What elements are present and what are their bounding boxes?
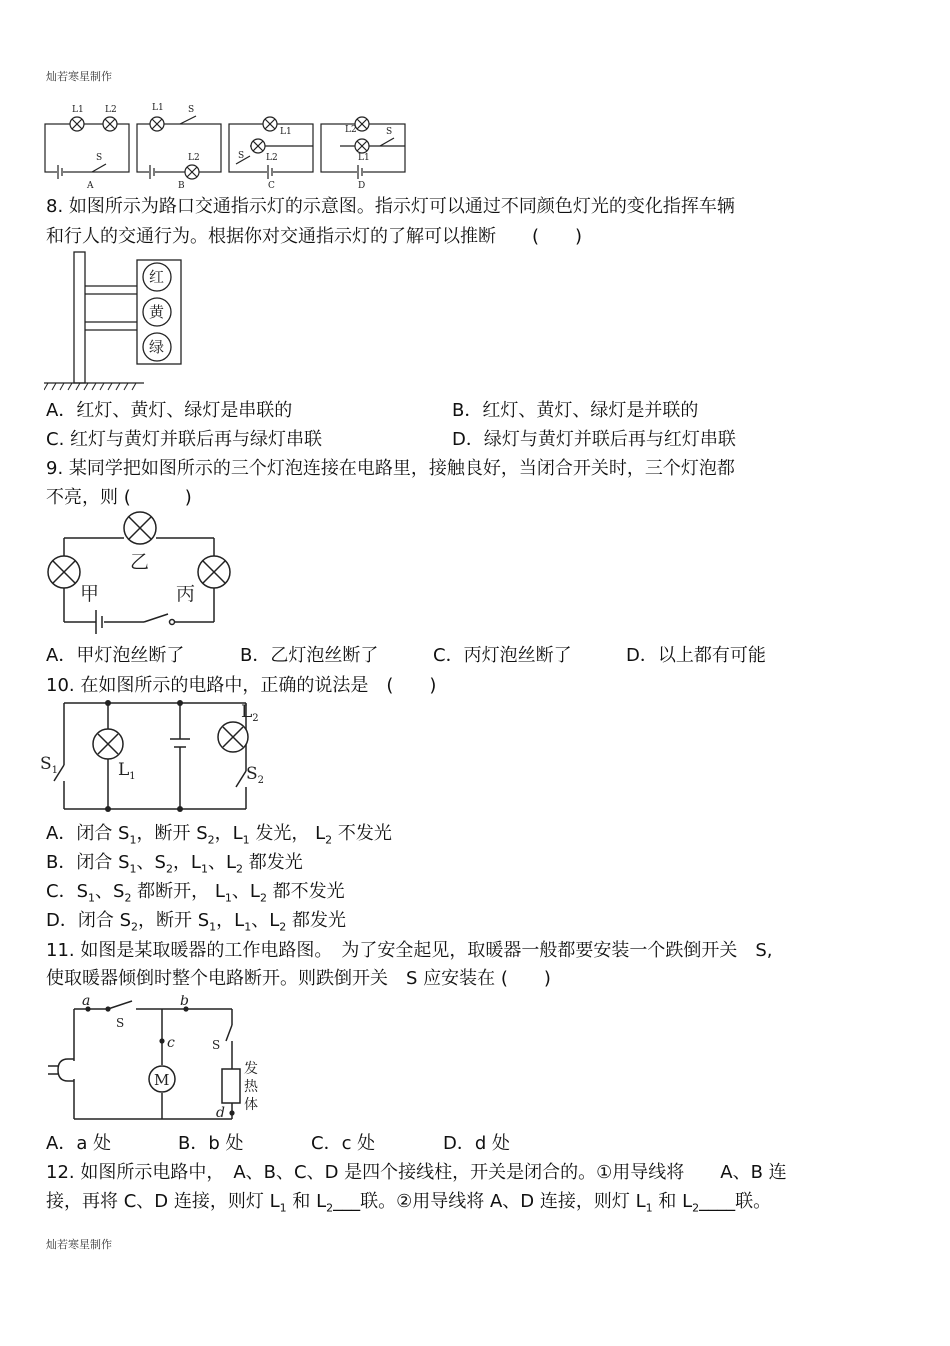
q11-fig-heater-1: 发 [244,1061,258,1077]
q10-d-t5: 都发光 [286,910,346,931]
fig7-label-b: B [178,181,185,191]
q11-heater-circuit-figure [40,995,280,1127]
q10-d-sub4: 2 [279,920,287,934]
q11-fig-heater-3: 体 [244,1097,258,1113]
q10-b-t2: 、S [136,852,166,873]
q10-c-t5: 都不发光 [266,881,345,902]
q10-a-t1: A．闭合 S [46,823,130,844]
fig7-b-l1: L1 [152,103,164,113]
q9-option-a: A．甲灯泡丝断了 [46,645,185,666]
q10-fig-s2: S [246,764,258,784]
q10-d-t2: ，断开 S [138,910,210,931]
q10-d-t4: 、L [251,910,280,931]
q10-d-sub2: 1 [209,920,217,934]
q11-stem-line1: 11. 如图是某取暖器的工作电路图。 为了安全起见，取暖器一般都要安装一个跌倒开关 S, [46,940,773,961]
q8-option-d: D．绿灯与黄灯并联后再与红灯串联 [452,429,736,450]
q8-stem-line1: 8. 如图所示为路口交通指示灯的示意图。指示灯可以通过不同颜色灯光的变化指挥车辆 [46,196,735,217]
q12-stem-line2 [46,1190,771,1221]
q10-d-sub1: 2 [131,920,139,934]
q10-fig-s1-sub: 1 [51,765,59,776]
fig7-b-s: S [188,105,195,115]
svg-text:S1 [40,754,58,776]
q8-option-a: A．红灯、黄灯、绿灯是串联的 [46,400,293,421]
q10-a-t5: 不发光 [332,823,392,844]
fig7-c-l2: L2 [266,153,278,163]
q10-c-sub2: 2 [124,891,132,905]
fig7-a-l1: L1 [72,105,84,115]
fig7-d-l1: L1 [358,153,370,163]
q10-a-t3: ，L [214,823,243,844]
q9-bulb-bing: 丙 [176,583,196,605]
q10-c-t4: 、L [231,881,260,902]
q11-fig-s1: S [116,1016,125,1030]
q10-b-t5: 都发光 [243,852,303,873]
fig7-b-l2: L2 [188,153,200,163]
svg-text:L2 [241,702,259,724]
q11-option-b: B．b 处 [178,1133,244,1154]
q9-option-d: D．以上都有可能 [626,645,766,666]
q10-option-c [46,880,345,911]
fig7-d-l2: L2 [345,125,357,135]
header-top: 灿若寒星制作 [46,70,112,83]
q10-b-t3: ，L [172,852,201,873]
q9-option-b: B．乙灯泡丝断了 [240,645,379,666]
fig7-c-s: S [238,151,245,161]
q10-fig-l1-sub: 1 [129,771,136,782]
q9-bulb-jia: 甲 [80,583,100,605]
q11-fig-a: a [82,995,91,1009]
q8-light-red: 红 [149,268,165,286]
q10-c-t1: C．S [46,881,88,902]
q9-bulbs-figure [40,510,240,640]
q10-b-t4: 、L [207,852,236,873]
q11-fig-heater-2: 热 [244,1079,258,1095]
q10-fig-s2-sub: 2 [257,775,265,786]
q11-fig-c: c [167,1035,175,1051]
q10-a-t4: 发光， L [249,823,326,844]
q12-l2-t4: 和 L [652,1191,693,1212]
q11-fig-b: b [180,995,189,1009]
q11-fig-s2: S [212,1038,221,1052]
fig7-label-a: A [87,181,94,191]
q10-stem: 10. 在如图所示的电路中，正确的说法是 ( ) [46,675,437,696]
q10-fig-l2-sub: 2 [252,713,259,724]
q10-d-t3: ，L [216,910,245,931]
q9-stem-line2: 不亮，则 ( ) [46,487,192,508]
q10-d-sub3: 1 [244,920,252,934]
q10-a-sub2: 2 [207,833,215,847]
q10-fig-l1: L [118,760,130,780]
q11-option-a: A．a 处 [46,1133,112,1154]
q8-light-green: 绿 [149,338,165,356]
q9-option-c: C．丙灯泡丝断了 [433,645,572,666]
q12-l2-t2: 和 L [286,1191,327,1212]
q8-light-yellow: 黄 [149,303,165,321]
q10-option-b [46,851,303,882]
q12-l2-t3: ___联。②用导线将 A、D 连接，则灯 L [333,1191,646,1212]
fig7-d-s: S [386,127,393,137]
fig7-label-c: C [268,181,275,191]
q11-option-d: D．d 处 [443,1133,511,1154]
q10-b-t1: B．闭合 S [46,852,130,873]
q10-a-sub3: 1 [242,833,250,847]
q12-l2-t5: ____联。 [699,1191,772,1212]
q10-b-sub2: 2 [165,862,173,876]
q10-c-t2: 、S [95,881,125,902]
svg-text:S2 [246,764,264,786]
q8-traffic-light-figure [44,250,194,395]
q10-d-t1: D．闭合 S [46,910,132,931]
q12-l2-sub4: 2 [692,1201,700,1215]
svg-text:L1 [118,760,136,782]
q10-option-a [46,822,392,853]
q8-option-b: B．红灯、黄灯、绿灯是并联的 [452,400,699,421]
q10-circuit-figure [36,695,276,815]
q10-c-sub4: 2 [259,891,267,905]
q8-stem-line2: 和行人的交通行为。根据你对交通指示灯的了解可以推断 ( ) [46,226,583,247]
q10-fig-s1: S [40,754,52,774]
fig7-a-l2: L2 [105,105,117,115]
q9-bulb-yi: 乙 [130,551,150,573]
q8-option-c: C. 红灯与黄灯并联后再与绿灯串联 [46,429,323,450]
q11-fig-d: d [216,1105,225,1121]
q10-fig-l2: L [241,702,253,722]
q10-a-sub4: 2 [325,833,333,847]
q12-l2-sub2: 2 [326,1201,334,1215]
q12-l2-sub3: 1 [645,1201,653,1215]
q10-option-d [46,909,346,940]
q11-fig-motor: M [154,1071,170,1089]
fig7-a-s: S [96,153,103,163]
q10-c-sub3: 1 [224,891,232,905]
q10-c-sub1: 1 [88,891,95,905]
q10-b-sub1: 1 [129,862,137,876]
q10-c-t3: 都断开， L [131,881,225,902]
q12-l2-sub1: 1 [279,1201,287,1215]
fig7-c-l1: L1 [280,127,292,137]
q10-a-t2: ，断开 S [136,823,208,844]
q10-b-sub3: 1 [200,862,208,876]
q10-b-sub4: 2 [236,862,243,876]
q9-stem-line1: 9. 某同学把如图所示的三个灯泡连接在电路里，接触良好，当闭合开关时，三个灯泡都 [46,458,735,479]
header-bottom: 灿若寒星制作 [46,1238,112,1251]
q12-l2-t1: 接，再将 C、D 连接，则灯 L [46,1191,280,1212]
q10-a-sub1: 1 [129,833,137,847]
fig7-label-d: D [358,181,366,191]
q11-option-c: C．c 处 [311,1133,376,1154]
fig7-circuits [40,100,420,192]
q12-stem-line1: 12. 如图所示电路中， A、B、C、D 是四个接线柱，开关是闭合的。①用导线将 A、B 连 [46,1162,787,1183]
q11-stem-line2: 使取暖器倾倒时整个电路断开。则跌倒开关 S 应安装在 ( ) [46,968,551,989]
